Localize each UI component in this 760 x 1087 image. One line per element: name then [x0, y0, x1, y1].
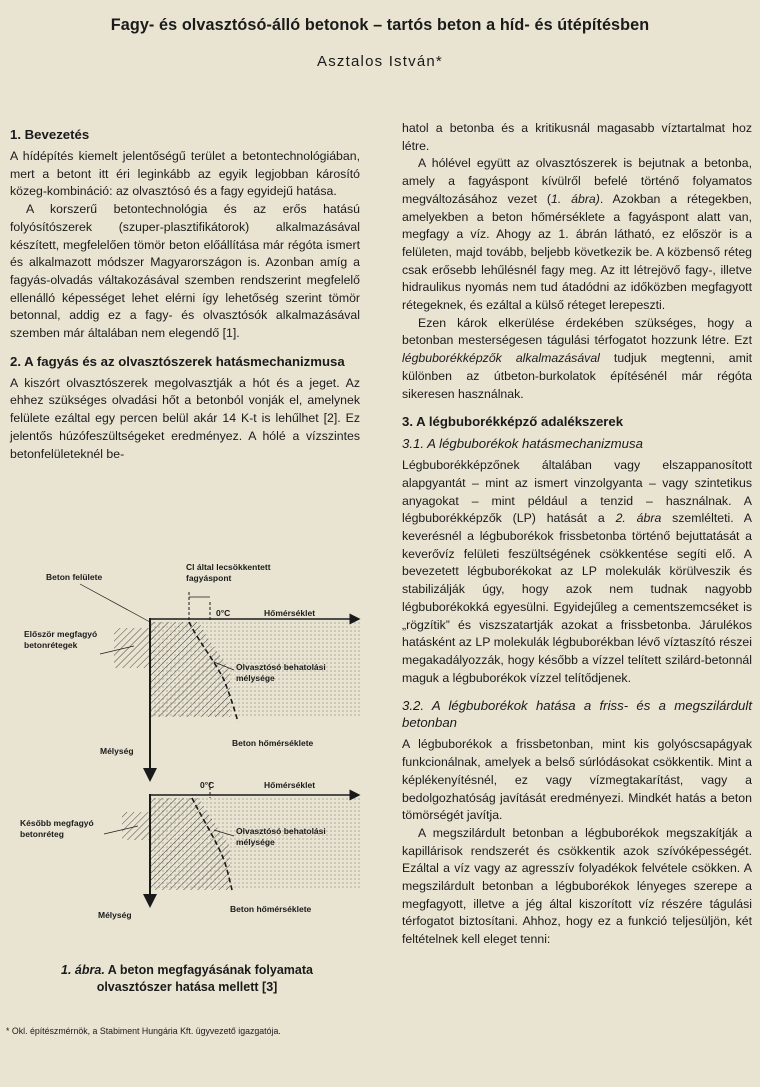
label-salt-penetration-top-2: mélysége	[236, 673, 275, 683]
bottom-panel	[20, 780, 362, 920]
caption-text-1: A beton megfagyásának folyamata	[104, 963, 313, 977]
text-run: A hólével együtt az olvasztószerek is bejutnak a betonba, amely a fagyáspont kívülről befelé történő folyamatos megváltozásához vezet (	[402, 156, 752, 206]
text-run: . Azokban a rétegekben, amelyekben a beton hőmérséklete a fagyáspont alatt van, megfagy a víz. Ahogy az 1. ábrán látható, ez először is a felületen, majd tovább, beljebb következik be. A közbenső réteg csak erősebb lehűlésnél fagy meg. Az itt létrejövő fagy-, illetve hidraulikus nyomás nem tud átadódni az időközben megfagyott rétegeknek, és ezáltal a külső réteget lerepeszti.	[402, 191, 752, 313]
label-concrete-temperature-bottom: Beton hőmérséklete	[230, 904, 312, 914]
label-first-frozen-1: Először megfagyó	[24, 629, 98, 639]
later-frozen-layer	[122, 812, 150, 840]
subsection-3-1-heading: 3.1. A légbuborékok hatásmechanizmusa	[402, 436, 643, 452]
section-1-heading: 1. Bevezetés	[10, 127, 90, 142]
section-3-heading: 3. A légbuborékképző adalékszerek	[402, 414, 624, 430]
figure-caption	[14, 962, 360, 996]
text-run: szemlélteti. A keverésnél a légbuborékok frissbetonba történő bejuttatását a keverővíz felületi feszültségének csökkentése segíti elő. A bevezetett légbuborékokat az LP molekulák körülveszik és stabilizálják úgy, hogy azok nem tudnak nagyobb légbuborékokká egyesülni. Egyidejűleg a cementszemcséket is „rögzítik” és viszszatartják azokat a frissbetonba. Járulékos hatásként az LP molekulák légbuborékban lévő víztaszító részei megakadályozzák, hogy később a vízzel telített szilárd-betonnál maguk a légbuborékok vízzel telítődjenek.	[402, 511, 752, 685]
label-concrete-surface: Beton felülete	[46, 572, 103, 582]
figure-reference: 2. ábra	[615, 511, 662, 526]
label-depth-bottom: Mélység	[98, 910, 132, 920]
right-column	[402, 120, 752, 949]
text-run: tudjuk megtenni, amit különben az útbeton-burkolatok építésénél már régóta sikeresen használnak.	[402, 351, 752, 401]
diagram-canvas	[14, 550, 364, 960]
subsection-3-2-heading: 3.2. A légbuborékok hatása a friss- és a megszilárdult betonban	[402, 698, 752, 731]
article-title: Fagy- és olvasztósó-álló betonok – tartós beton a híd- és útépítésben	[110, 16, 650, 34]
label-concrete-temperature-top: Beton hőmérséklete	[232, 738, 314, 748]
label-temperature-bottom: Hőmérséklet	[264, 780, 316, 790]
label-reduced-freezing-point-1: Cl által lecsökkentett	[186, 562, 271, 572]
top-panel	[24, 562, 362, 780]
label-first-frozen-2: betonrétegek	[24, 640, 78, 650]
paragraph: A légbuborékok a frissbetonban, mint kis golyóscsapágyak funkcionálnak, amelyek a belső súrlódásokat csökkentik. Mint a képlékenyítésnél, ez vagy vízmegtakarítást, vagy a bedolgozhatóság javítását eredményezi. Mindkét hatás a beton tömörségét javítja.	[402, 737, 752, 823]
label-salt-penetration-bottom-2: mélysége	[236, 837, 275, 847]
label-temperature-top: Hőmérséklet	[264, 608, 316, 618]
figure-1-freezing-diagram	[14, 550, 364, 960]
label-later-frozen-2: betonréteg	[20, 829, 64, 839]
leader-surface	[80, 584, 150, 622]
paragraph: A hídépítés kiemelt jelentőségű terület a betontechnológiában, mert a betont itt éri leginkább az egyik legjobban károsító közeg-kombináció: az olvasztósó és a fagy egyidejű hatása.	[10, 149, 360, 199]
author-name: Asztalos István*	[317, 53, 443, 70]
label-salt-penetration-top-1: Olvasztósó behatolási	[236, 662, 326, 672]
paragraph: hatol a betonba és a kritikusnál magasabb víztartalmat hoz létre.	[402, 121, 752, 153]
paragraph: A korszerű betontechnológia és az erős hatású folyósítószerek (szuper-plasztifikátorok) alkalmazásával készített, megfelelően tömör beton előállítása már régóta ismert és alkalmazott módszer Magyarországon is. Azonban amíg a fagyás-olvadás váltakozásával szemben rendszerint megfelelő ellenálló képességet lehet elérni így lehetőség szerint tömör betonnal, addig ez a fagy- és olvasztósók alkalmazásával szemben már általában nem elegendő [1].	[10, 202, 360, 341]
label-zero-celsius-top: 0°C	[216, 608, 231, 618]
frozen-layer-top	[114, 628, 154, 668]
footnote: * Okl. építészmérnök, a Stabiment Hungária Kft. ügyvezető igazgatója.	[6, 1026, 281, 1036]
figure-reference: 1. ábra)	[551, 191, 600, 206]
caption-text-2: olvasztószer hatása mellett [3]	[96, 980, 278, 994]
text-run: Ezen károk elkerülése érdekében szükséges, hogy a betonban mesterségesen tágulási térfogatot hozzunk létre. Ezt	[402, 315, 752, 348]
paragraph: A megszilárdult betonban a légbuborékok megszakítják a kapillárisok rendszerét és csökkentik azok szívóképességét. Ezáltal a víz vagy az agresszív folyadékok felvétele csökken. A megszilárdult betonban a légbuborékok lényeges szerepe a megfagyott, illetve a jég által kiszorított víz részére tágulási térfogatot biztosítani. Ahhoz, hogy ez a funkció teljesüljön, két feltételnek kell eleget tenni:	[402, 825, 752, 947]
paragraph	[402, 315, 752, 404]
emphasis: légbuborékképzők alkalmazásával	[402, 351, 600, 366]
text-run: Légbuborékképzőnek általában vagy elszappanosított alapgyantát – mint az ismert vinzolgyanta – vagy szintetikus anyagokat – mint például a tenzid – használnak. A légbuborékképzők (LP) hatását a	[402, 458, 752, 526]
label-later-frozen-1: Később megfagyó	[20, 818, 94, 828]
paragraph: A kiszórt olvasztószerek megolvasztják a hót és a jeget. Az ehhez szükséges olvadási hőt a betonból vonják el, amelynek felülete ezáltal egy percen belül akár 14 K-t is lehűlhet [2]. Ez jelentős húzófeszültségeket eredményez. A hólé a vízszintes betonfelületeknél be-	[10, 375, 360, 461]
label-depth-top: Mélység	[100, 746, 134, 756]
label-reduced-freezing-point-2: fagyáspont	[186, 573, 232, 583]
paragraph	[402, 457, 752, 687]
label-salt-penetration-bottom-1: Olvasztósó behatolási	[236, 826, 326, 836]
label-zero-celsius-bottom: 0°C	[200, 780, 215, 790]
left-column	[10, 126, 360, 463]
caption-number: 1. ábra.	[61, 963, 105, 977]
section-2-heading: 2. A fagyás és az olvasztószerek hatásmechanizmusa	[10, 353, 345, 369]
paragraph	[402, 155, 752, 314]
